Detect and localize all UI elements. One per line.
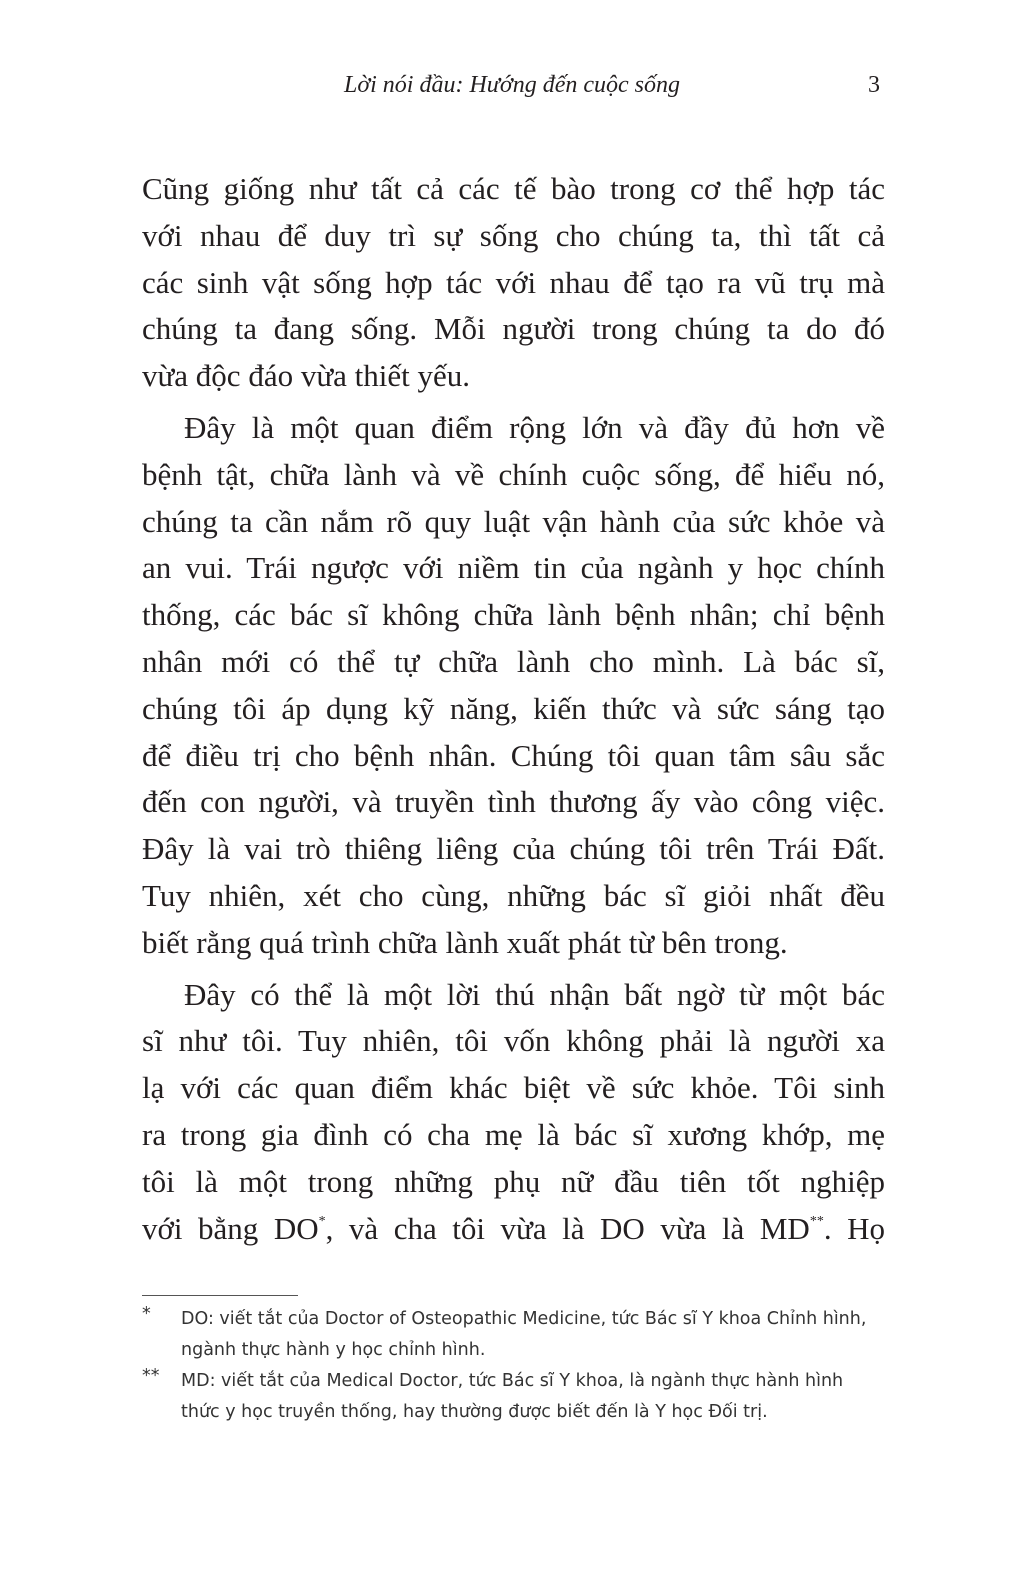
text-line: chúng ta cần nắm rõ quy luật vận hành của sức khỏe và: [142, 503, 885, 539]
text-line: an vui. Trái ngược với niềm tin của ngành y học chính: [142, 550, 885, 586]
text-line: các sinh vật sống hợp tác với nhau để tạo ra vũ trụ mà: [142, 264, 885, 300]
text-fragment: . Họ: [823, 1210, 885, 1246]
running-header-title: Lời nói đầu: Hướng đến cuộc sống: [343, 72, 680, 98]
footnote-text: DO: viết tắt của Doctor of Osteopathic Medicine, tức Bác sĩ Y khoa Chỉnh hình, ngành thực hành y học chỉnh hình.: [181, 1309, 867, 1360]
paragraph-3: [142, 972, 885, 1253]
text-line: để điều trị cho bệnh nhân. Chúng tôi quan tâm sâu sắc: [142, 737, 885, 773]
footnote-reference: *: [318, 1213, 326, 1229]
text-line: bệnh tật, chữa lành và về chính cuộc sống, để hiểu nó,: [142, 456, 885, 492]
paragraph-1: [142, 166, 885, 400]
text-fragment: , và cha tôi vừa là DO vừa là MD: [325, 1210, 810, 1246]
footnote-1: [142, 1304, 887, 1366]
text-fragment: với bằng DO: [142, 1210, 319, 1246]
text-line: sĩ như tôi. Tuy nhiên, tôi vốn không phải là người xa: [142, 1023, 885, 1059]
text-line: Đây có thể là một lời thú nhận bất ngờ từ một bác: [184, 976, 885, 1012]
text-line: Tuy nhiên, xét cho cùng, những bác sĩ giỏi nhất đều: [142, 877, 885, 913]
text-line: Cũng giống như tất cả các tế bào trong cơ thể hợp tác: [142, 171, 885, 206]
text-line: biết rằng quá trình chữa lành xuất phát từ bên trong.: [142, 924, 788, 960]
body-text: [142, 166, 885, 1257]
footnote-2: [142, 1366, 887, 1428]
paragraph-2: [142, 405, 885, 967]
text-line: nhân mới có thể tự chữa lành cho mình. Là bác sĩ,: [142, 643, 885, 679]
footnote-mark: **: [142, 1366, 160, 1386]
footnote-divider: [142, 1295, 298, 1296]
footnote-text: MD: viết tắt của Medical Doctor, tức Bác sĩ Y khoa, là ngành thực hành hình thức y học truyền thống, hay thường được biết đến là Y học Đối trị.: [181, 1371, 844, 1422]
text-line: Đây là một quan điểm rộng lớn và đầy đủ hơn về: [184, 409, 885, 445]
page-number: 3: [868, 72, 880, 98]
text-line: ra trong gia đình có cha mẹ là bác sĩ xương khớp, mẹ: [142, 1116, 885, 1152]
text-line: với nhau để duy trì sự sống cho chúng ta, thì tất cả: [142, 217, 885, 253]
text-line: tôi là một trong những phụ nữ đầu tiên tốt nghiệp: [142, 1163, 885, 1199]
text-line: Đây là vai trò thiêng liêng của chúng tôi trên Trái Đất.: [142, 831, 885, 867]
text-line: chúng ta đang sống. Mỗi người trong chúng ta do đó: [142, 311, 885, 347]
text-line: [142, 1206, 885, 1253]
footnote-reference: **: [809, 1213, 824, 1229]
text-line: chúng tôi áp dụng kỹ năng, kiến thức và sức sáng tạo: [142, 690, 885, 726]
text-line: đến con người, và truyền tình thương ấy vào công việc.: [142, 784, 885, 820]
footnote-mark: *: [142, 1304, 151, 1324]
text-line: lạ với các quan điểm khác biệt về sức khỏe. Tôi sinh: [142, 1070, 885, 1106]
text-line: vừa độc đáo vừa thiết yếu.: [142, 358, 470, 394]
text-line: thống, các bác sĩ không chữa lành bệnh nhân; chỉ bệnh: [142, 597, 885, 633]
